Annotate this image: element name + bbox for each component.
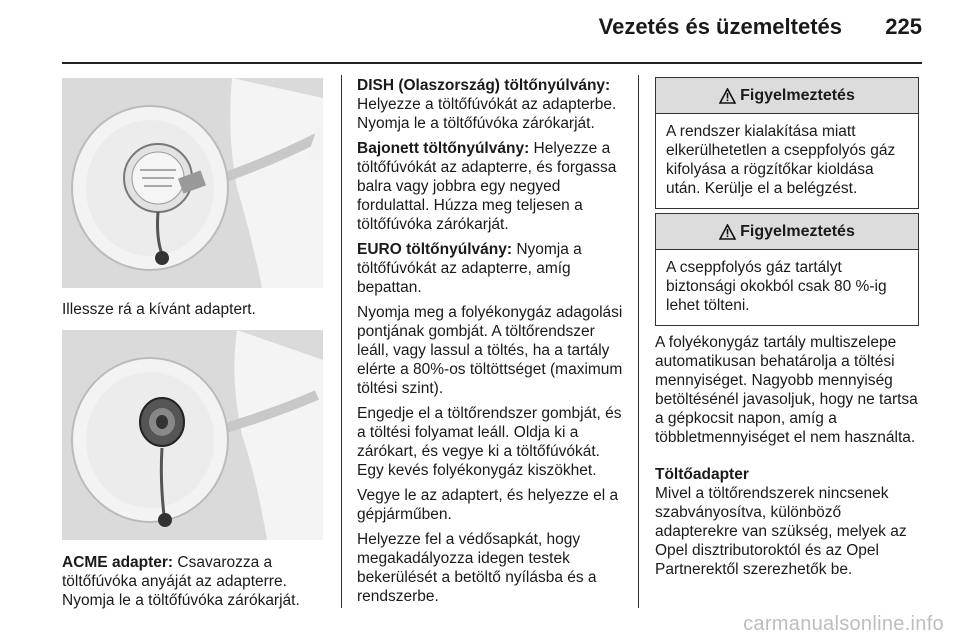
warning-triangle-icon — [719, 224, 736, 240]
bayonet-paragraph — [357, 139, 629, 234]
page-header-title: Vezetés és üzemeltetés — [598, 14, 842, 39]
dispenser-button-paragraph: Nyomja meg a folyékonygáz adagolási pontjának gombját. A töltőrendszer leáll, vagy lassul a töltés, ha a tartály elérte a 80%-os töltöttséget (maximum töltési szint). — [357, 304, 623, 397]
watermark: carmanualsonline.info — [743, 613, 944, 635]
filler-adapter-paragraph: Mivel a töltőrendszerek nincsenek szabványosítva, különböző adapterekre van szükség, melyek az Opel disztributoroktól és az Opel Partnerektől szerezhetők be. — [655, 485, 907, 578]
fuel-filler-figure-2 — [62, 330, 323, 540]
warning-box-2-title: Figyelmeztetés — [740, 222, 855, 240]
dish-text: Helyezze a töltőfúvókát az adapterbe. Nyomja le a töltőfúvóka zárókarját. — [357, 96, 617, 132]
bayonet-label: Bajonett töltőnyúlvány: — [357, 140, 530, 157]
dish-paragraph — [357, 76, 629, 133]
acme-adapter-text: Csavarozza a töltőfúvóka anyáját az adapterre. Nyomja le a töltőfúvóka zárókarját. — [62, 554, 300, 609]
remove-adapter-paragraph: Vegye le az adaptert, és helyezze el a gépjárműben. — [357, 487, 619, 523]
warning-box-2-text: A cseppfolyós gáz tartályt biztonsági okokból csak 80 %-ig lehet tölteni. — [666, 259, 887, 314]
euro-paragraph — [357, 240, 629, 297]
warning-box-2-header — [656, 214, 918, 250]
bayonet-text: Helyezze a töltőfúvókát az adapterre, és forgassa balra vagy jobbra egy negyed fordulattal. Húzza meg teljesen a töltőfúvóka zárókarját. — [357, 140, 617, 233]
warning-box-1-title: Figyelmeztetés — [740, 86, 855, 104]
page-number: 225 — [885, 14, 922, 39]
dish-label: DISH (Olaszország) töltőnyúlvány: — [357, 77, 611, 94]
euro-text: Nyomja a töltőfúvókát az adapterre, amíg bepattan. — [357, 241, 582, 296]
column-divider-1 — [341, 75, 342, 608]
figure-1-caption: Illessze rá a kívánt adaptert. — [62, 301, 256, 318]
protective-cap-paragraph: Helyezze fel a védősapkát, hogy megakadályozza idegen testek bekerülését a betöltő nyílásba és a rendszerbe. — [357, 531, 597, 605]
warning-box-1 — [655, 77, 919, 209]
warning-box-1-header — [656, 78, 918, 114]
euro-label: EURO töltőnyúlvány: — [357, 241, 513, 258]
fuel-filler-figure-1 — [62, 78, 323, 288]
section-heading-filler-adapter: Töltőadapter — [655, 466, 749, 483]
multivalve-paragraph: A folyékonygáz tartály multiszelepe automatikusan behatárolja a töltési mennyiséget. Nagyobb mennyiség betöltésénél javasoljuk, hogy ne tartsa a gépkocsit napon, amíg a többletmennyiséget el nem használta. — [655, 334, 918, 446]
acme-adapter-paragraph — [62, 553, 337, 610]
acme-adapter-label: ACME adapter: — [62, 554, 174, 571]
fuel-filler-illustration-1 — [62, 78, 323, 288]
fuel-filler-illustration-2 — [62, 330, 323, 540]
warning-box-1-text: A rendszer kialakítása miatt elkerülhetetlen a cseppfolyós gáz kifolyása a rögzítőkar kioldása után. Kerülje el a belégzést. — [666, 123, 896, 197]
column-divider-2 — [638, 75, 639, 608]
release-button-paragraph: Engedje el a töltőrendszer gombját, és a töltési folyamat leáll. Oldja ki a zárókart, és vegye ki a töltőfúvókát. Egy kevés folyékonygáz kiszökhet. — [357, 405, 622, 479]
warning-box-2 — [655, 213, 919, 326]
header-divider — [62, 62, 922, 64]
warning-triangle-icon — [719, 88, 736, 104]
